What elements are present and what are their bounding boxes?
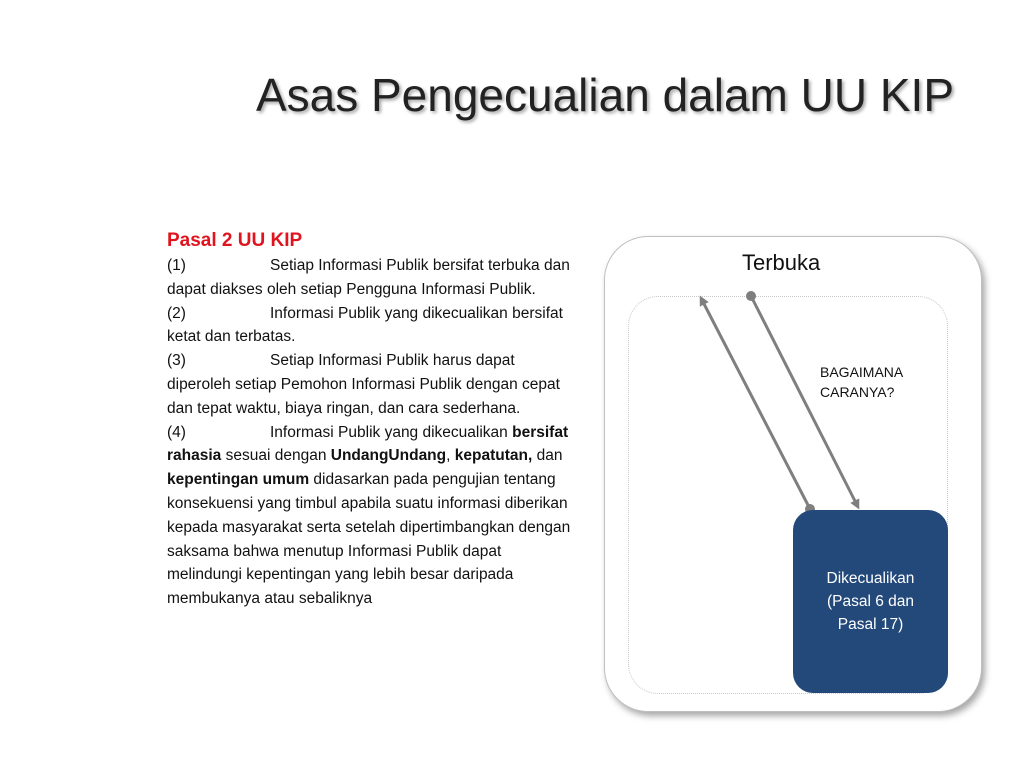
question-label: BAGAIMANA CARANYA? bbox=[820, 364, 903, 400]
item-4-bold-undang: UndangUndang bbox=[330, 447, 447, 465]
item-2-number: (2) bbox=[167, 304, 186, 322]
item-4-text-i: didasarkan pada pengujian tentang konsekuensi yang timbul apabila suatu informasi diberikan kepada masyarakat serta setelah dipertimbangkan dengan saksama bahwa menutup Informasi Publik dapat melindungi kepentingan yang lebih besar daripada membukanya atau sebaliknya bbox=[167, 471, 571, 608]
item-4-bold-kepentingan: kepentingan umum bbox=[167, 471, 310, 489]
item-4-text-a: Informasi Publik yang dikecualikan bbox=[270, 423, 508, 441]
arrow-up-to-terbuka bbox=[702, 300, 810, 509]
item-3-number: (3) bbox=[167, 352, 186, 370]
item-3-text: Setiap Informasi Publik harus dapat diperoleh setiap Pemohon Informasi Publik dengan cepat dan tepat waktu, biaya ringan, dan cara sederhana. bbox=[167, 352, 560, 417]
item-4-bold-kepatutan: kepatutan, bbox=[454, 447, 533, 465]
item-4-text-e: , bbox=[446, 447, 455, 465]
item-4-text-c: sesuai dengan bbox=[221, 447, 331, 465]
dikecualikan-label: Dikecualikan (Pasal 6 dan Pasal 17) bbox=[826, 570, 915, 633]
item-4-text-g: dan bbox=[532, 447, 563, 465]
terbuka-label: Terbuka bbox=[742, 250, 821, 275]
arrow-down-origin-dot bbox=[746, 291, 756, 301]
arrow-down-to-dikecualikan bbox=[751, 296, 857, 505]
item-4-number: (4) bbox=[167, 423, 186, 441]
item-1-number: (1) bbox=[167, 257, 186, 274]
item-4-bold-rahasia: bersifat rahasia bbox=[167, 423, 569, 465]
item-2-text: Informasi Publik yang dikecualikan bersifat ketat dan terbatas. bbox=[167, 304, 563, 346]
dikecualikan-box bbox=[793, 510, 948, 693]
pasal-heading: Pasal 2 UU KIP bbox=[167, 230, 303, 251]
slide-title: Asas Pengecualian dalam UU KIP bbox=[255, 69, 954, 121]
item-1-text: Setiap Informasi Publik bersifat terbuka dan dapat diakses oleh setiap Pengguna Informasi Publik. bbox=[167, 257, 570, 298]
